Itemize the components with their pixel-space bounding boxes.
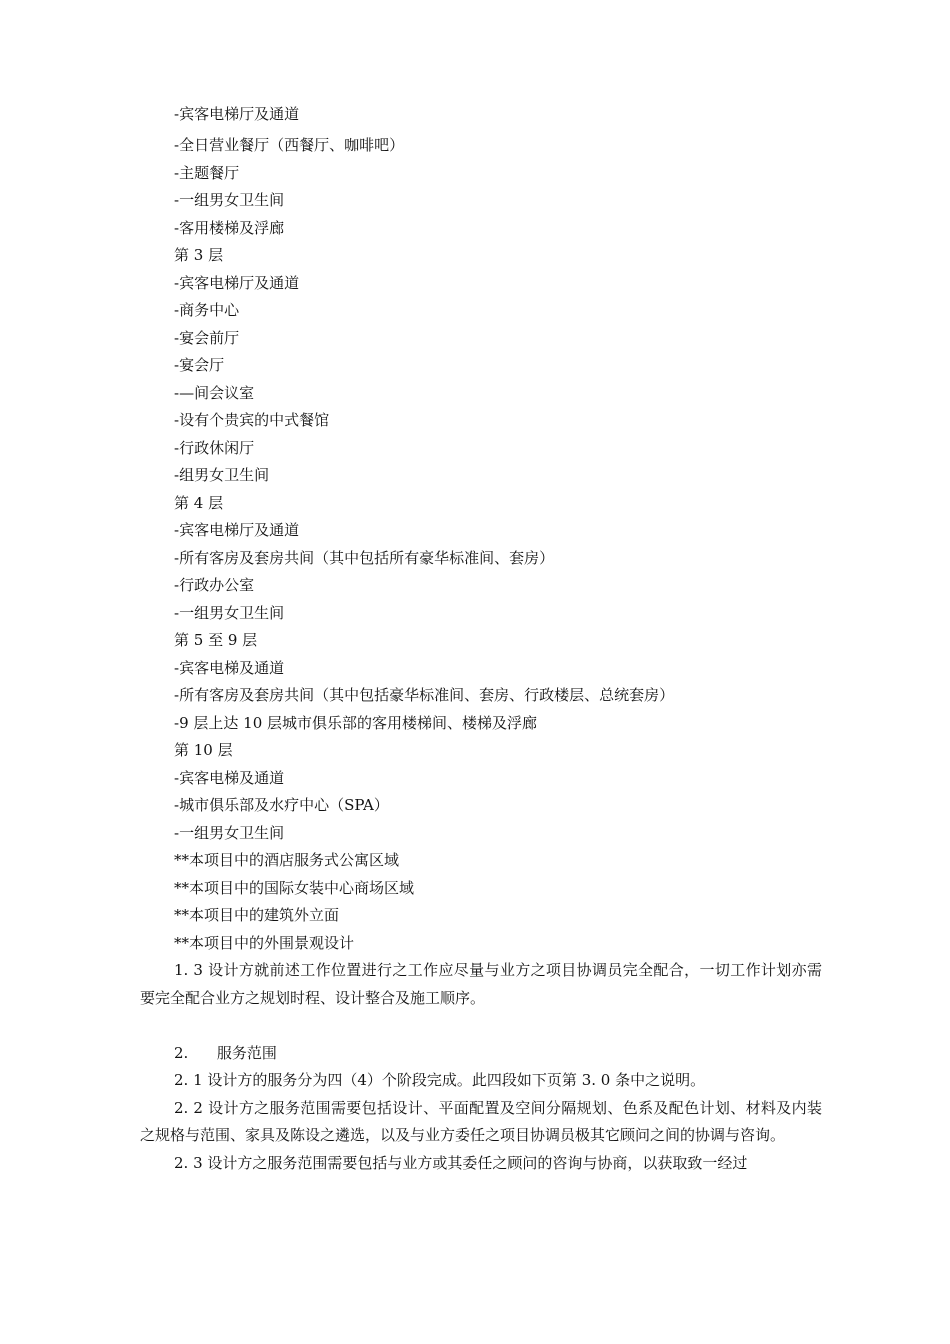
paragraph-2-3: 2. 3 设计方之服务范围需要包括与业方或其委任之顾问的咨询与协商，以获取致一经过 — [174, 1153, 748, 1172]
floor-heading: 第 3 层 — [174, 246, 224, 264]
list-item: -主题餐厅 — [174, 163, 240, 182]
document-body — [140, 101, 822, 1177]
list-item: -—间会议室 — [174, 383, 255, 402]
section-heading: 2. 服务范围 — [174, 1043, 277, 1062]
paragraph-2-1: 2. 1 设计方的服务分为四（4）个阶段完成。此四段如下页第 3. 0 条中之说明。 — [174, 1071, 706, 1089]
list-item: -宾客电梯厅及通道 — [174, 105, 300, 123]
list-item: -全日营业餐厅（西餐厅、咖啡吧） — [174, 136, 405, 154]
list-item: -一组男女卫生间 — [174, 191, 285, 209]
list-item: -商务中心 — [174, 301, 240, 319]
list-item: -客用楼梯及浮廊 — [174, 218, 285, 237]
list-item: -宾客电梯厅及通道 — [174, 521, 300, 539]
list-item: -宴会厅 — [174, 356, 225, 374]
list-item: -设有个贵宾的中式餐馆 — [174, 411, 330, 429]
list-item: **本项目中的外围景观设计 — [174, 933, 355, 952]
list-item: -一组男女卫生间 — [174, 603, 285, 622]
list-item: -宴会前厅 — [174, 328, 240, 347]
blank-line — [140, 1012, 822, 1040]
list-item: -组男女卫生间 — [174, 466, 270, 484]
list-item: **本项目中的国际女装中心商场区域 — [174, 878, 415, 897]
list-item: -宾客电梯及通道 — [174, 658, 285, 677]
list-item: -城市俱乐部及水疗中心（SPA） — [174, 796, 389, 814]
floor-heading: 第 10 层 — [174, 741, 233, 759]
floor-heading: 第 4 层 — [174, 493, 224, 512]
list-item: -宾客电梯厅及通道 — [174, 273, 300, 292]
list-item: -行政办公室 — [174, 576, 255, 594]
list-item: -行政休闲厅 — [174, 438, 255, 457]
list-item: -所有客房及套房共间（其中包括豪华标准间、套房、行政楼层、总统套房） — [174, 686, 675, 704]
paragraph-2-2: 2. 2 设计方之服务范围需要包括设计、平面配置及空间分隔规划、色系及配色计划、材料及内装之规格与范围、家具及陈设之遴选，以及与业方委任之项目协调员极其它顾问之间的协调与咨询。 — [140, 1098, 822, 1144]
floor-heading: 第 5 至 9 层 — [174, 631, 258, 649]
list-item: -宾客电梯及通道 — [174, 768, 285, 787]
list-item: -一组男女卫生间 — [174, 823, 285, 842]
list-item: -所有客房及套房共间（其中包括所有豪华标准间、套房） — [174, 548, 555, 567]
list-item: -9 层上达 10 层城市俱乐部的客用楼梯间、楼梯及浮廊 — [174, 713, 538, 732]
list-item: **本项目中的酒店服务式公寓区域 — [174, 851, 400, 869]
paragraph-1-3: 1. 3 设计方就前述工作位置进行之工作应尽量与业方之项目协调员完全配合，一切工作计划亦需要完全配合业方之规划时程、设计整合及施工顺序。 — [140, 961, 822, 1007]
list-item: **本项目中的建筑外立面 — [174, 906, 340, 924]
